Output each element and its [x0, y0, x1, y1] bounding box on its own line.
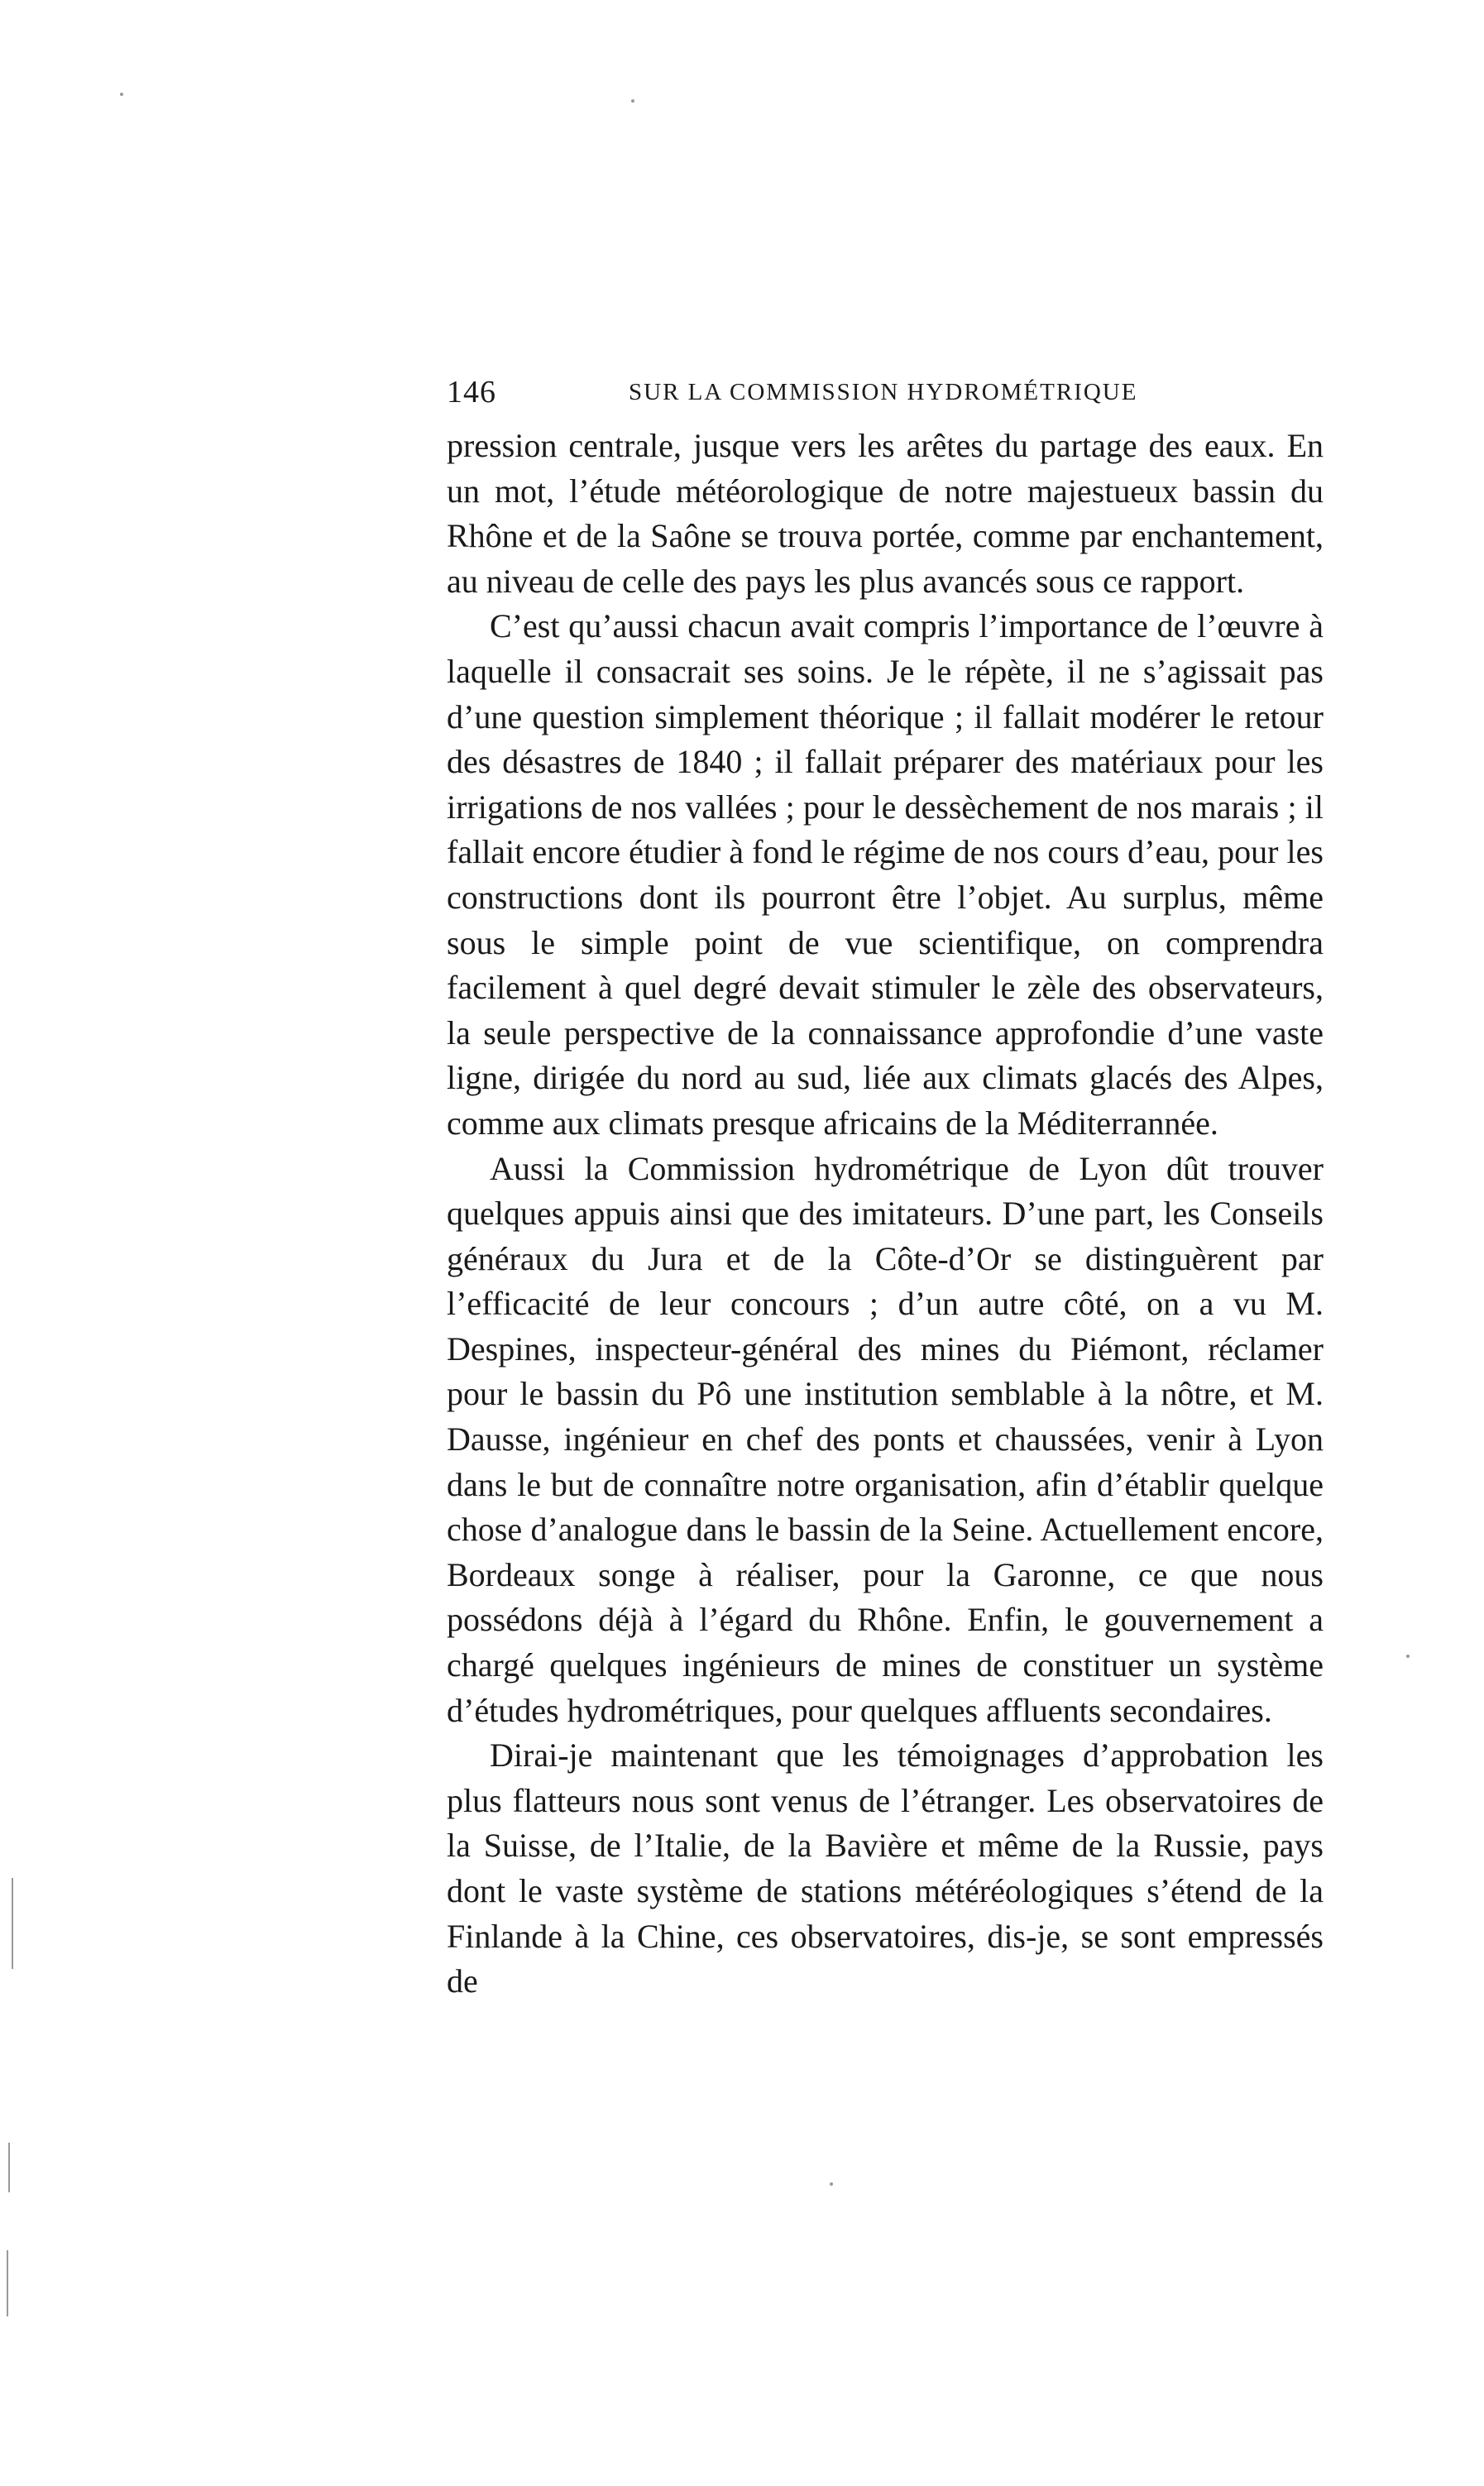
- page-number: 146: [447, 375, 496, 410]
- scan-margin-line: [12, 1878, 13, 1969]
- scan-speck: [120, 93, 123, 96]
- paragraph-4: Dirai-je maintenant que les témoignages d’approbation les plus flatteurs nous sont venus de l’étranger. Les observatoires de la Suisse, de l’Italie, de la Bavière et même de la Russie, pays dont le vaste système de stations météréologiques s’étend de la Finlande à la Chine, ces observatoires, dis-je, se sont empressés de: [447, 1736, 1324, 2000]
- paragraph-3: Aussi la Commission hydrométrique de Lyon dût trouver quelques appuis ainsi que des imitateurs. D’une part, les Conseils généraux du Jura et de la Côte-d’Or se distinguèrent par l’efficacité de leur concours ; d’un autre côté, on a vu M. Despines, inspecteur-général des mines du Piémont, réclamer pour le bassin du Pô une institution semblable à la nôtre, et M. Dausse, ingénieur en chef des ponts et chaussées, venir à Lyon dans le but de connaître notre organisation, afin d’établir quelque chose d’analogue dans le bassin de la Seine. Actuellement encore, Bordeaux songe à réaliser, pour la Garonne, ce que nous possédons déjà à l’égard du Rhône. Enfin, le gouvernement a chargé quelques ingénieurs de mines de constituer un système d’études hydrométriques, pour quelques affluents secondaires.: [447, 1149, 1324, 1729]
- scan-speck: [1406, 1655, 1410, 1658]
- scan-margin-line: [7, 2250, 8, 2316]
- paragraph-2: C’est qu’aussi chacun avait compris l’importance de l’œuvre à laquelle il consacrait ses soins. Je le répète, il ne s’agissait pas d’une question simplement théorique ; il fallait modérer le retour des désastres de 1840 ; il fallait préparer des matériaux pour les irrigations de nos vallées ; pour le dessèchement de nos marais ; il fallait encore étudier à fond le régime de nos cours d’eau, pour les constructions dont ils pourront être l’objet. Au surplus, même sous le simple point de vue scientifique, on comprendra facilement à quel degré devait stimuler le zèle des observateurs, la seule perspective de la connaissance approfondie d’une vaste ligne, dirigée du nord au sud, liée aux climats glacés des Alpes, comme aux climats presque africains de la Méditerrannée.: [447, 607, 1324, 1142]
- body-text: [447, 424, 1324, 2005]
- page-header: [447, 374, 1324, 415]
- paragraph-1: pression centrale, jusque vers les arêtes du partage des eaux. En un mot, l’étude météorologique de notre majestueux bassin du Rhône et de la Saône se trouva portée, comme par enchantement, au niveau de celle des pays les plus avancés sous ce rapport.: [447, 427, 1324, 600]
- scan-speck: [830, 2182, 833, 2186]
- scan-speck: [631, 99, 634, 103]
- running-head: SUR LA COMMISSION HYDROMÉTRIQUE: [629, 379, 1138, 405]
- scan-margin-line: [8, 2143, 10, 2192]
